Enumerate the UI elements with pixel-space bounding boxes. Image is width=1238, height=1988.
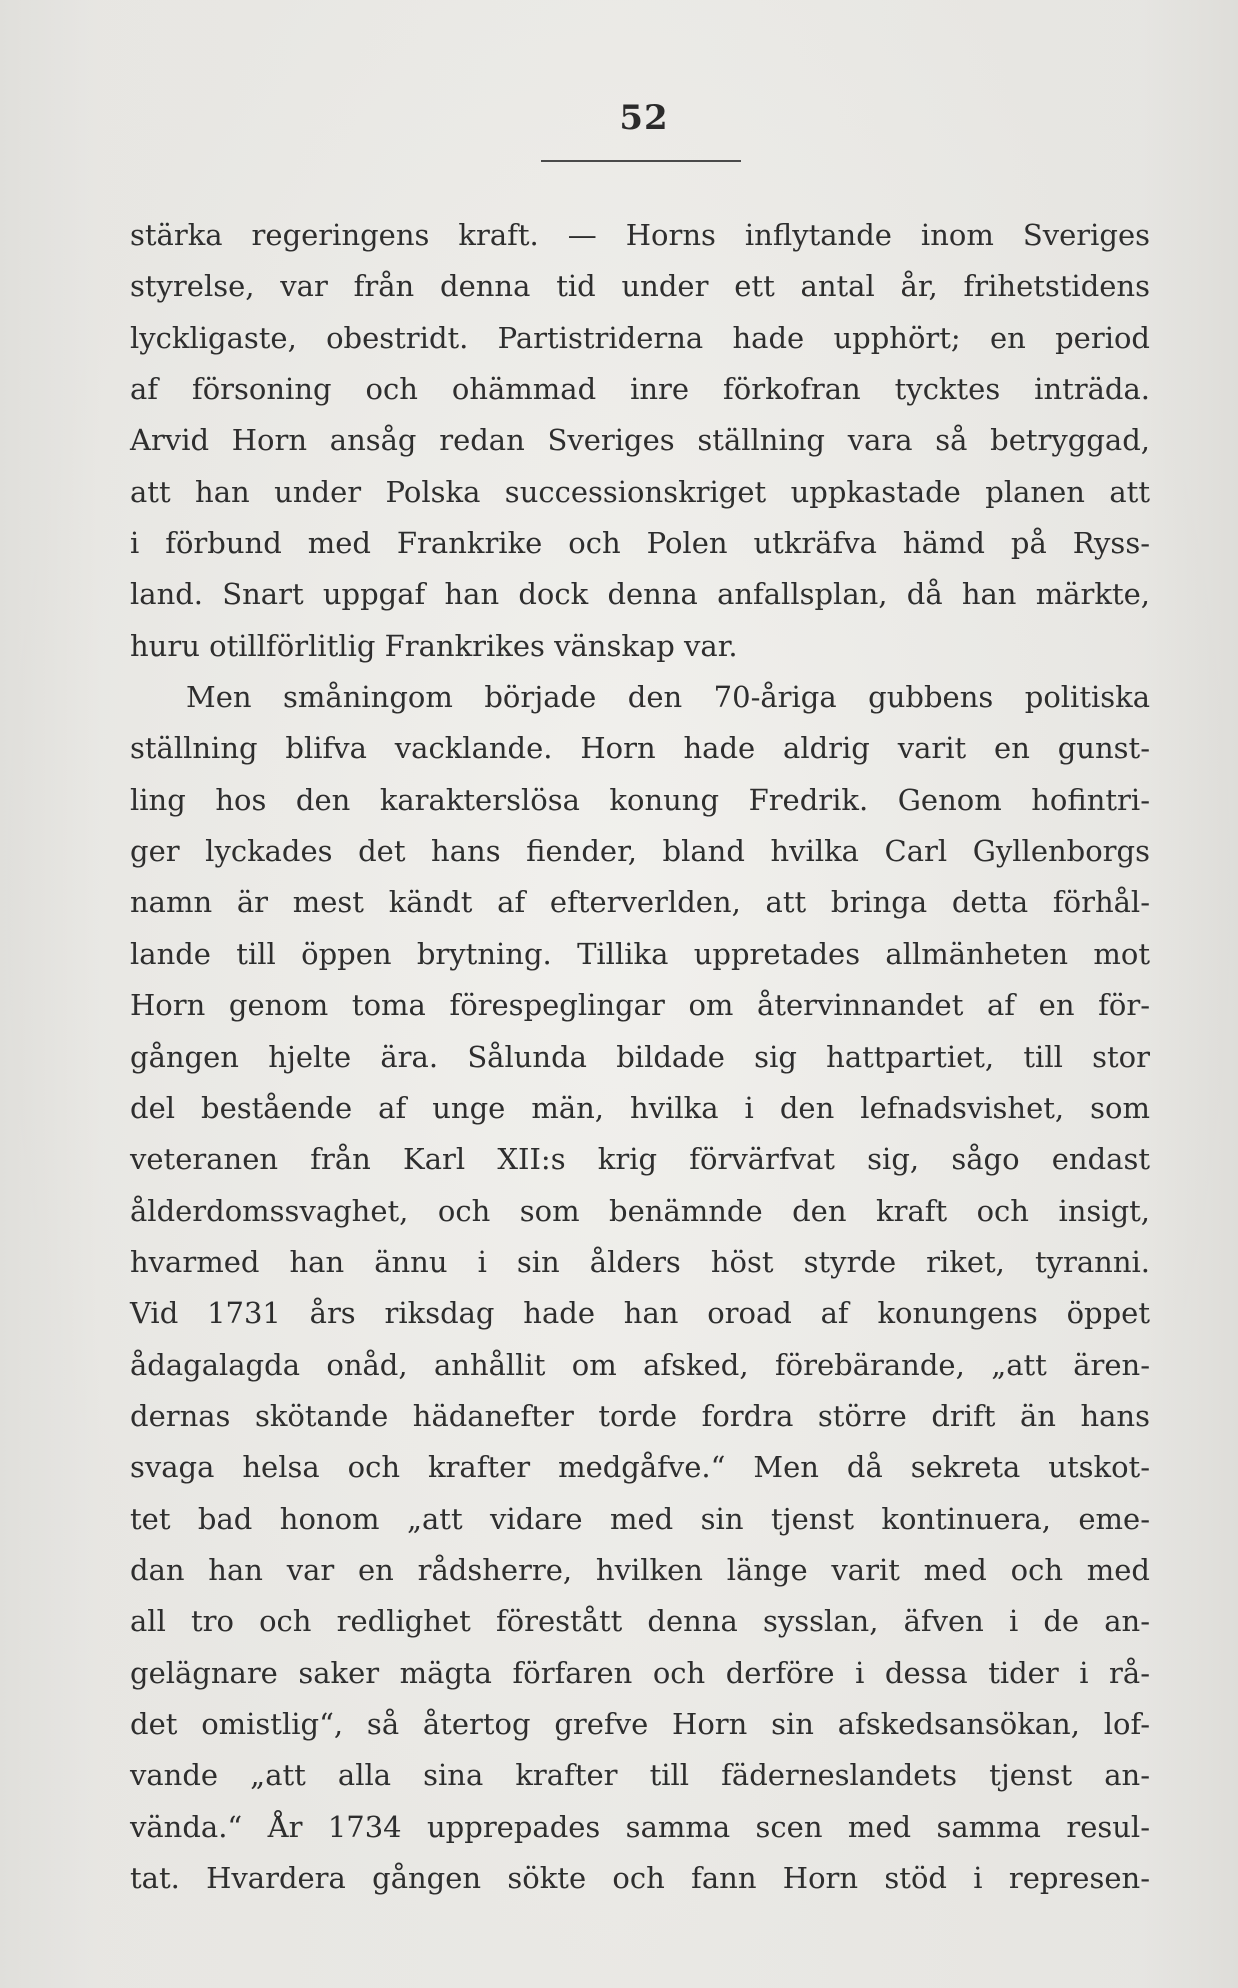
text-line: ålderdomssvaghet, och som benämnde den kraft och insigt, bbox=[130, 1193, 1150, 1228]
text-line: af försoning och ohämmad inre förkofran tycktes inträda. bbox=[130, 372, 1150, 407]
text-line: gången hjelte ära. Sålunda bildade sig hattpartiet, till stor bbox=[130, 1039, 1150, 1074]
text-line: Men småningom började den 70-åriga gubbens politiska bbox=[186, 680, 1150, 715]
text-line: ger lyckades det hans fiender, bland hvilka Carl Gyllenborgs bbox=[130, 834, 1150, 869]
text-line: dernas skötande hädanefter torde fordra större drift än hans bbox=[130, 1398, 1150, 1433]
page-number: 52 bbox=[619, 98, 669, 138]
text-line: land. Snart uppgaf han dock denna anfallsplan, då han märkte, bbox=[130, 577, 1150, 612]
text-line: Horn genom toma förespeglingar om återvinnandet af en för- bbox=[130, 988, 1150, 1023]
text-line: all tro och redlighet förestått denna sysslan, äfven i de an- bbox=[130, 1604, 1150, 1639]
text-line: att han under Polska successionskriget uppkastade planen att bbox=[130, 474, 1150, 509]
text-line: gelägnare saker mägta förfaren och derföre i dessa tider i rå- bbox=[130, 1655, 1150, 1690]
text-line: dan han var en rådsherre, hvilken länge varit med och med bbox=[130, 1552, 1150, 1587]
text-line: tat. Hvardera gången sökte och fann Horn stöd i represen- bbox=[130, 1861, 1150, 1895]
text-line: stärka regeringens kraft. — Horns inflytande inom Sveriges bbox=[130, 218, 1150, 252]
text-line: lyckligaste, obestridt. Partistriderna hade upphört; en period bbox=[130, 320, 1150, 355]
text-line: vända.“ År 1734 upprepades samma scen med samma resul- bbox=[130, 1809, 1150, 1844]
text-line: svaga helsa och krafter medgåfve.“ Men då sekreta utskot- bbox=[130, 1450, 1150, 1485]
body-text bbox=[130, 210, 1150, 1904]
text-line: tet bad honom „att vidare med sin tjenst kontinuera, eme- bbox=[130, 1501, 1150, 1536]
text-line: namn är mest kändt af efterverlden, att bringa detta förhål- bbox=[130, 885, 1150, 920]
text-line: huru otillförlitlig Frankrikes vänskap var. bbox=[130, 628, 738, 663]
text-line: Vid 1731 års riksdag hade han oroad af konungens öppet bbox=[130, 1296, 1150, 1331]
text-line: vande „att alla sina krafter till fäderneslandets tjenst an- bbox=[130, 1758, 1150, 1793]
header-rule bbox=[541, 160, 741, 162]
text-line: hvarmed han ännu i sin ålders höst styrde riket, tyranni. bbox=[130, 1244, 1150, 1279]
text-line: styrelse, var från denna tid under ett antal år, frihetstidens bbox=[130, 269, 1150, 304]
text-line: veteranen från Karl XII:s krig förvärfvat sig, sågo endast bbox=[130, 1142, 1150, 1177]
text-line: ling hos den karakterslösa konung Fredrik. Genom hofintri- bbox=[130, 782, 1150, 817]
text-line: det omistlig“, så återtog grefve Horn sin afskedsansökan, lof- bbox=[130, 1706, 1150, 1741]
text-line: ådagalagda onåd, anhållit om afsked, förebärande, „att ären- bbox=[130, 1347, 1150, 1382]
text-line: i förbund med Frankrike och Polen utkräfva hämd på Ryss- bbox=[130, 526, 1150, 561]
text-line: ställning blifva vacklande. Horn hade aldrig varit en gunst- bbox=[130, 731, 1150, 766]
text-line: del bestående af unge män, hvilka i den lefnadsvishet, som bbox=[130, 1090, 1150, 1125]
text-line: Arvid Horn ansåg redan Sveriges ställning vara så betryggad, bbox=[130, 423, 1150, 458]
text-line: lande till öppen brytning. Tillika uppretades allmänheten mot bbox=[130, 936, 1150, 971]
